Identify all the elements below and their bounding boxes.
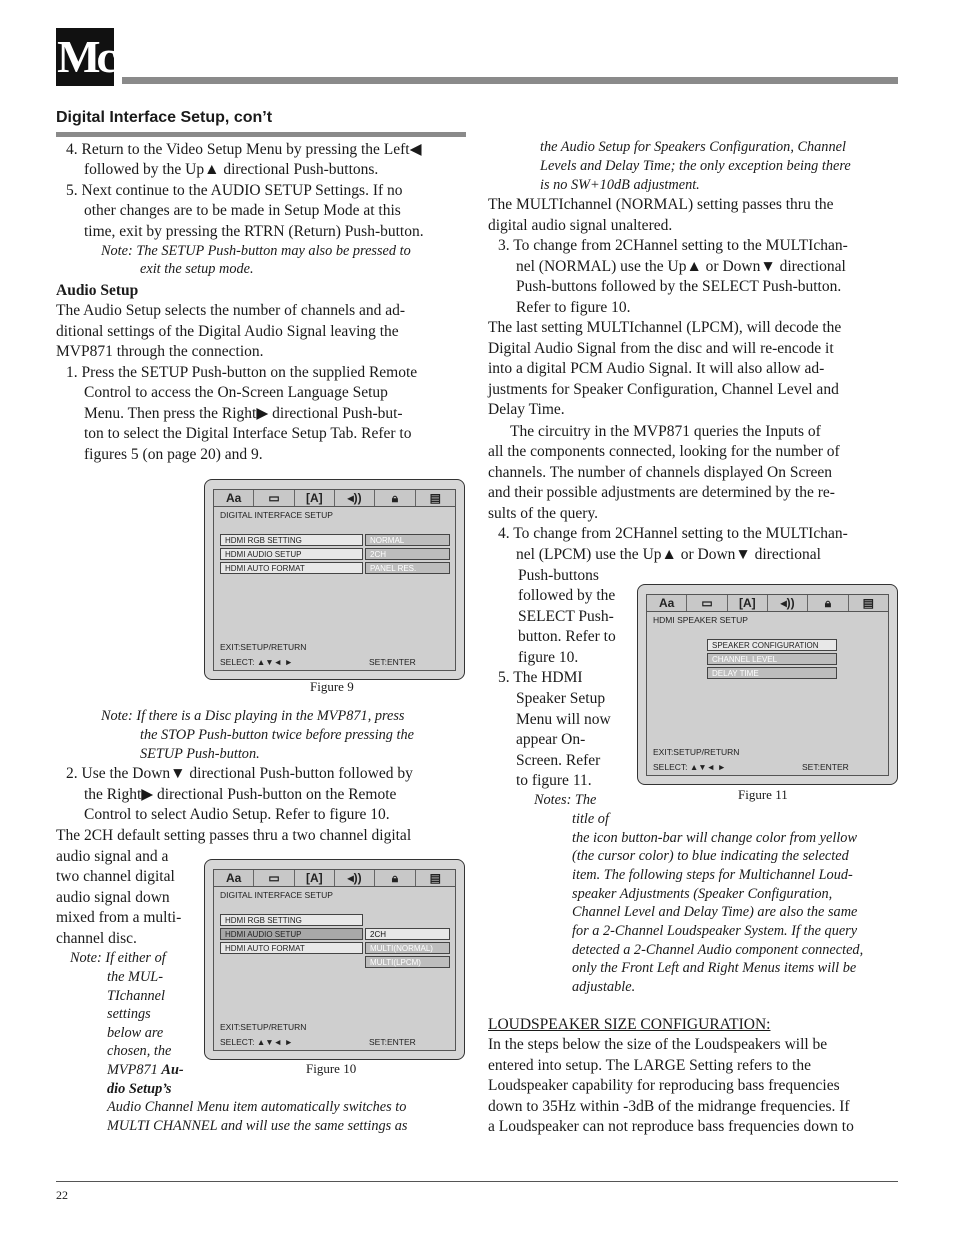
icon-bar bbox=[647, 595, 888, 612]
figure-11-caption: Figure 11 bbox=[738, 787, 788, 802]
cont-note-2: Levels and Delay Time; the only exception being there bbox=[540, 158, 851, 174]
exit-hint: EXIT:SETUP/RETURN bbox=[220, 642, 307, 652]
audio-icon: ◂)) bbox=[335, 490, 375, 506]
note-disc-2: the STOP Push-button twice before pressing the bbox=[140, 727, 414, 743]
note-multi-1: Note: If either of bbox=[70, 950, 166, 966]
menu-row-speaker-config[interactable]: SPEAKER CONFIGURATION bbox=[707, 639, 837, 651]
note-multi-7a: MVP871 bbox=[107, 1062, 162, 1078]
menu-title: HDMI SPEAKER SETUP bbox=[653, 615, 748, 625]
figure-11-screen bbox=[637, 584, 898, 785]
audio-para-3: MVP871 through the connection. bbox=[56, 343, 264, 360]
step-5-line-2: other changes are to be made in Setup Mode at this bbox=[84, 202, 401, 219]
figure-9-screen bbox=[204, 479, 465, 680]
digital-interface-icon: ▤ bbox=[429, 491, 441, 505]
cont-note-3: is no SW+10dB adjustment. bbox=[540, 177, 700, 193]
ls-para-4: down to 35Hz within -3dB of the midrange frequencies. If bbox=[488, 1098, 850, 1115]
language-icon: Aa bbox=[214, 870, 254, 886]
lpcm-para-1: The last setting MULTIchannel (LPCM), will decode the bbox=[488, 319, 842, 336]
set-hint: SET:ENTER bbox=[802, 762, 849, 772]
step-1-line-4: ton to select the Digital Interface Setup Tab. Refer to bbox=[84, 425, 412, 442]
step-3-line-4: Refer to figure 10. bbox=[516, 299, 631, 316]
option-multi-lpcm[interactable]: MULTI(LPCM) bbox=[365, 956, 450, 968]
menu-value-panel-res: PANEL RES. bbox=[365, 562, 450, 574]
lpcm-para-4: justments for Speaker Configuration, Channel Level and bbox=[488, 381, 839, 398]
audio-setup-heading: Audio Setup bbox=[56, 282, 139, 299]
note-multi-9: Audio Channel Menu item automatically switches to bbox=[107, 1099, 407, 1115]
step-4r-line-1: 4. To change from 2CHannel setting to the MULTIchan- bbox=[498, 525, 848, 542]
step-5r-line-2: Speaker Setup bbox=[516, 690, 606, 707]
figure-10-menu bbox=[213, 869, 456, 1051]
ls-para-1: In the steps below the size of the Loudspeakers will be bbox=[488, 1036, 828, 1053]
query-para-2: all the components connected, looking for the number of bbox=[488, 443, 840, 460]
step-3-line-2: nel (NORMAL) use the Up▲ or Down▼ directional bbox=[516, 258, 846, 275]
menu-row-hdmi-auto[interactable]: HDMI AUTO FORMAT bbox=[220, 562, 363, 574]
menu-row-hdmi-rgb[interactable]: HDMI RGB SETTING bbox=[220, 914, 363, 926]
icon-bar bbox=[214, 490, 455, 507]
parental-icon: [A] bbox=[728, 595, 768, 611]
step-1-line-3: Menu. Then press the Right▶ directional Push-but- bbox=[84, 405, 403, 422]
step-5-line-1: 5. Next continue to the AUDIO SETUP Settings. If no bbox=[66, 182, 403, 199]
2ch-para-2: audio signal and a bbox=[56, 848, 169, 865]
2ch-para-5: mixed from a multi- bbox=[56, 909, 182, 926]
figure-11-menu bbox=[646, 594, 889, 776]
step-5r-line-4: appear On- bbox=[516, 731, 586, 748]
step-5-line-3: time, exit by pressing the RTRN (Return) Push-button. bbox=[84, 223, 424, 240]
header-rule bbox=[122, 77, 898, 84]
menu-row-hdmi-audio[interactable]: HDMI AUDIO SETUP bbox=[220, 928, 363, 940]
step-5r-line-5: Screen. Refer bbox=[516, 752, 601, 769]
step-4r-line-4: followed by the bbox=[518, 587, 616, 604]
digital-interface-icon: ▤ bbox=[862, 596, 874, 610]
notes-3: the icon button-bar will change color from yellow bbox=[572, 830, 857, 846]
step-2-line-1: 2. Use the Down▼ directional Push-button followed by bbox=[66, 765, 413, 782]
lock-icon: 🔒︎ bbox=[375, 490, 415, 506]
audio-para-2: ditional settings of the Digital Audio Signal leaving the bbox=[56, 323, 399, 340]
audio-para-1: The Audio Setup selects the number of channels and ad- bbox=[56, 302, 406, 319]
notes-1: Notes: The bbox=[534, 792, 597, 808]
video-icon: ▭ bbox=[254, 870, 294, 886]
footer-rule bbox=[56, 1181, 898, 1182]
cont-note-1: the Audio Setup for Speakers Configuration, Channel bbox=[540, 139, 846, 155]
option-2ch[interactable]: 2CH bbox=[365, 928, 450, 940]
step-4r-line-2: nel (LPCM) use the Up▲ or Down▼ directional bbox=[516, 546, 821, 563]
menu-value-normal: NORMAL bbox=[365, 534, 450, 546]
2ch-para-3: two channel digital bbox=[56, 868, 175, 885]
note-multi-4: settings bbox=[107, 1006, 151, 1022]
step-4r-line-6: button. Refer to bbox=[518, 628, 616, 645]
menu-row-hdmi-audio[interactable]: HDMI AUDIO SETUP bbox=[220, 548, 363, 560]
loudspeaker-size-heading: LOUDSPEAKER SIZE CONFIGURATION: bbox=[488, 1016, 771, 1033]
note-multi-7 bbox=[107, 1061, 184, 1080]
audio-icon: ◂)) bbox=[335, 870, 375, 886]
step-3-line-3: Push-buttons followed by the SELECT Push-button. bbox=[516, 278, 842, 295]
notes-9: detected a 2-Channel Audio component connected, bbox=[572, 942, 864, 958]
step-5r-line-6: to figure 11. bbox=[516, 772, 592, 789]
menu-row-hdmi-auto[interactable]: HDMI AUTO FORMAT bbox=[220, 942, 363, 954]
figure-9-menu bbox=[213, 489, 456, 671]
note-setup-2: exit the setup mode. bbox=[140, 261, 254, 277]
note-disc-1: Note: If there is a Disc playing in the MVP871, press bbox=[101, 708, 405, 724]
menu-title: DIGITAL INTERFACE SETUP bbox=[220, 890, 333, 900]
notes-6: speaker Adjustments (Speaker Configuration, bbox=[572, 886, 833, 902]
mcintosh-logo: Mc bbox=[56, 28, 114, 86]
step-1-line-1: 1. Press the SETUP Push-button on the supplied Remote bbox=[66, 364, 418, 381]
notes-4: (the cursor color) to blue indicating the selected bbox=[572, 848, 849, 864]
step-1-line-2: Control to access the On-Screen Language Setup bbox=[84, 384, 388, 401]
audio-icon: ◂)) bbox=[768, 595, 808, 611]
exit-hint: EXIT:SETUP/RETURN bbox=[220, 1022, 307, 1032]
figure-10-caption: Figure 10 bbox=[306, 1061, 357, 1076]
notes-8: for a 2-Channel Loudspeaker System. If the query bbox=[572, 923, 858, 939]
note-multi-3: TIchannel bbox=[107, 988, 165, 1004]
page-number: 22 bbox=[56, 1188, 68, 1202]
parental-icon: [A] bbox=[295, 870, 335, 886]
note-multi-7b: Au- bbox=[161, 1062, 184, 1078]
figure-10-screen bbox=[204, 859, 465, 1060]
notes-2: title of bbox=[572, 811, 609, 827]
step-2-line-3: Control to select Audio Setup. Refer to figure 10. bbox=[84, 806, 390, 823]
lpcm-para-5: Delay Time. bbox=[488, 401, 565, 418]
step-3-line-1: 3. To change from 2CHannel setting to the MULTIchan- bbox=[498, 237, 848, 254]
multi-normal-para-2: digital audio signal unaltered. bbox=[488, 217, 673, 234]
note-multi-8: dio Setup’s bbox=[107, 1081, 172, 1097]
select-hint: SELECT: ▲▼◄ ► bbox=[653, 762, 726, 772]
ls-para-5: a Loudspeaker can not reproduce bass frequencies down to bbox=[488, 1118, 854, 1135]
step-5r-line-3: Menu will now bbox=[516, 711, 611, 728]
ls-para-3: Loudspeaker capability for reproducing bass frequencies bbox=[488, 1077, 840, 1094]
note-multi-2: the MUL- bbox=[107, 969, 163, 985]
section-title: Digital Interface Setup, con’t bbox=[56, 109, 273, 126]
video-icon: ▭ bbox=[687, 595, 727, 611]
note-multi-6: chosen, the bbox=[107, 1043, 172, 1059]
figure-9-caption: Figure 9 bbox=[310, 679, 354, 694]
2ch-para-1: The 2CH default setting passes thru a two channel digital bbox=[56, 827, 412, 844]
select-hint: SELECT: ▲▼◄ ► bbox=[220, 657, 293, 667]
digital-interface-icon: ▤ bbox=[429, 871, 441, 885]
step-4r-line-5: SELECT Push- bbox=[518, 608, 614, 625]
step-4r-line-3: Push-buttons bbox=[518, 567, 599, 584]
menu-row-delay-time[interactable]: DELAY TIME bbox=[707, 667, 837, 679]
parental-icon: [A] bbox=[295, 490, 335, 506]
note-multi-5: below are bbox=[107, 1025, 164, 1041]
step-4-line-1: 4. Return to the Video Setup Menu by pressing the Left◀ bbox=[66, 141, 422, 158]
menu-title: DIGITAL INTERFACE SETUP bbox=[220, 510, 333, 520]
section-rule bbox=[56, 132, 466, 137]
step-5r-line-1: 5. The HDMI bbox=[498, 669, 583, 686]
note-setup-1: Note: The SETUP Push-button may also be pressed to bbox=[101, 243, 411, 259]
ls-para-2: entered into setup. The LARGE Setting refers to the bbox=[488, 1057, 811, 1074]
notes-10: only the Front Left and Right Menus items will be bbox=[572, 960, 857, 976]
language-icon: Aa bbox=[647, 595, 687, 611]
lock-icon: 🔒︎ bbox=[375, 870, 415, 886]
set-hint: SET:ENTER bbox=[369, 1037, 416, 1047]
step-4-line-2: followed by the Up▲ directional Push-buttons. bbox=[84, 161, 379, 178]
icon-bar bbox=[214, 870, 455, 887]
notes-5: item. The following steps for Multichannel Loud- bbox=[572, 867, 853, 883]
set-hint: SET:ENTER bbox=[369, 657, 416, 667]
query-para-5: sults of the query. bbox=[488, 505, 599, 522]
lock-icon: 🔒︎ bbox=[808, 595, 848, 611]
exit-hint: EXIT:SETUP/RETURN bbox=[653, 747, 740, 757]
notes-11: adjustable. bbox=[572, 979, 636, 995]
2ch-para-4: audio signal down bbox=[56, 889, 170, 906]
lpcm-para-2: Digital Audio Signal from the disc and will re-encode it bbox=[488, 340, 834, 357]
2ch-para-6: channel disc. bbox=[56, 930, 137, 947]
language-icon: Aa bbox=[214, 490, 254, 506]
query-para-3: channels. The number of channels displayed On Screen bbox=[488, 464, 833, 481]
option-multi-normal[interactable]: MULTI(NORMAL) bbox=[365, 942, 450, 954]
select-hint: SELECT: ▲▼◄ ► bbox=[220, 1037, 293, 1047]
step-4r-line-7: figure 10. bbox=[518, 649, 579, 666]
video-icon: ▭ bbox=[254, 490, 294, 506]
lpcm-para-3: into a digital PCM Audio Signal. It will also allow ad- bbox=[488, 360, 825, 377]
multi-normal-para-1: The MULTIchannel (NORMAL) setting passes thru the bbox=[488, 196, 834, 213]
menu-row-hdmi-rgb[interactable]: HDMI RGB SETTING bbox=[220, 534, 363, 546]
note-disc-3: SETUP Push-button. bbox=[140, 746, 260, 762]
notes-7: Channel Level and Delay Time) are also the same bbox=[572, 904, 858, 920]
note-multi-10: MULTI CHANNEL and will use the same settings as bbox=[107, 1118, 408, 1134]
menu-value-2ch: 2CH bbox=[365, 548, 450, 560]
query-para-4: and their possible adjustments are determined by the re- bbox=[488, 484, 835, 501]
step-2-line-2: the Right▶ directional Push-button on the Remote bbox=[84, 786, 397, 803]
step-1-line-5: figures 5 (on page 20) and 9. bbox=[84, 446, 263, 463]
query-para-1: The circuitry in the MVP871 queries the Inputs of bbox=[510, 423, 821, 440]
menu-row-channel-level[interactable]: CHANNEL LEVEL bbox=[707, 653, 837, 665]
